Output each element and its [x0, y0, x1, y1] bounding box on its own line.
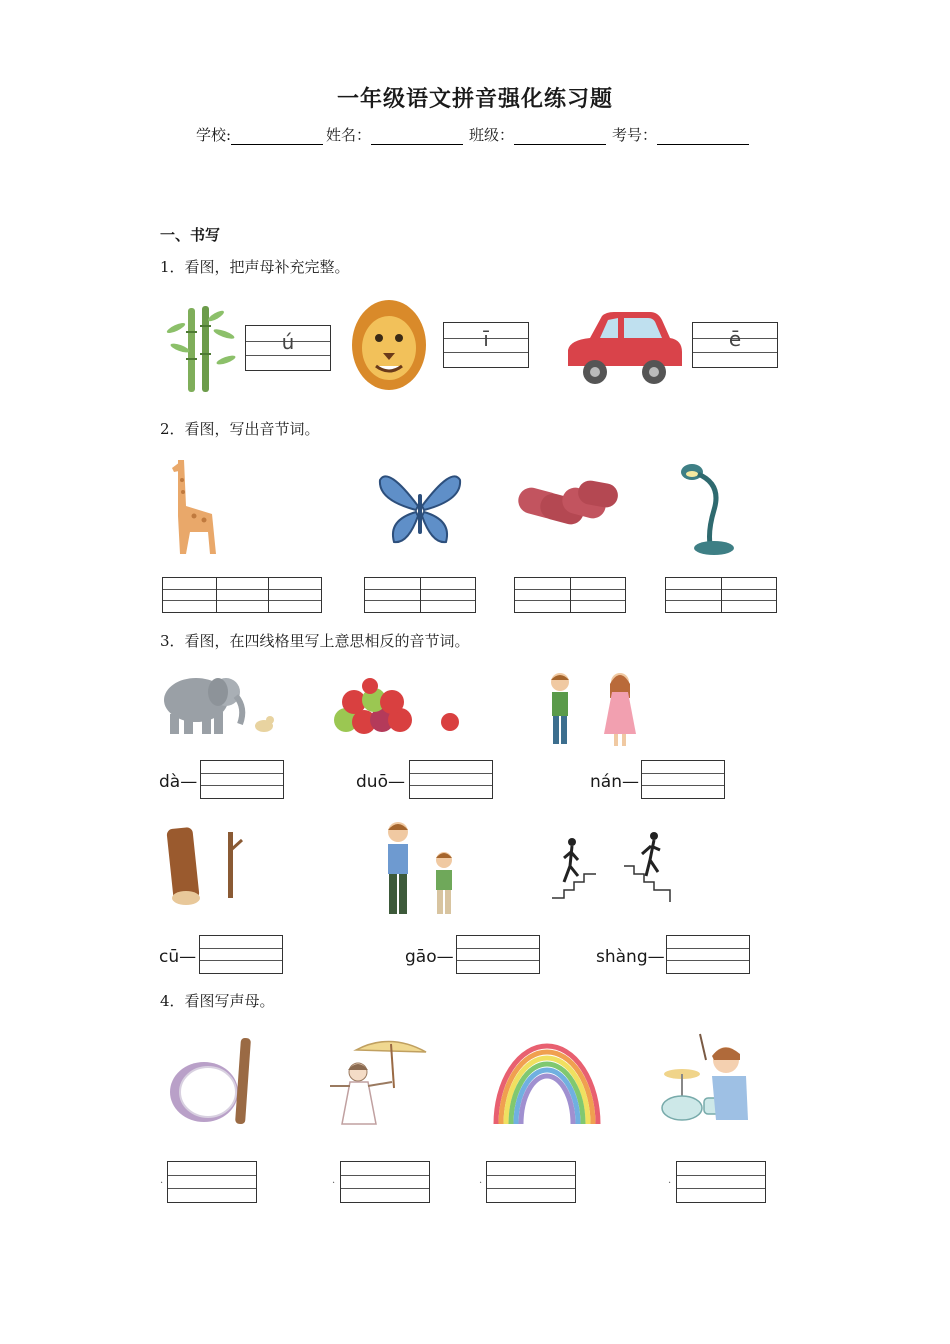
- q1-grid-2[interactable]: [443, 322, 529, 368]
- pinyin-da: dà—: [159, 772, 198, 792]
- exam-number-label: 考号：: [612, 126, 658, 144]
- tall-and-short-people-image: [380, 820, 460, 916]
- pinyin-shang: shàng—: [596, 947, 665, 967]
- q3-grid-duo[interactable]: [409, 760, 493, 799]
- name-label: 姓名：: [326, 126, 372, 144]
- car-image: [562, 310, 686, 390]
- page-title: 一年级语文拼音强化练习题: [336, 87, 613, 112]
- question-4-prompt: 4．看图写声母。: [160, 992, 275, 1010]
- exam-number-blank[interactable]: [657, 126, 749, 145]
- q4-marker-4: ·: [668, 1178, 672, 1189]
- school-label: 学校:: [196, 126, 232, 144]
- class-label: 班级：: [469, 126, 515, 144]
- q4-grid-1[interactable]: [167, 1161, 257, 1203]
- class-field: [469, 124, 606, 145]
- q1-grid-1[interactable]: [245, 325, 331, 371]
- boy-and-girl-image: [544, 670, 648, 750]
- school-field: [196, 124, 323, 145]
- q3-grid-shang[interactable]: [666, 935, 750, 974]
- q3-grid-gao[interactable]: [456, 935, 540, 974]
- name-blank[interactable]: [371, 126, 463, 145]
- elephant-and-bird-image: [160, 668, 280, 738]
- lion-image: [350, 298, 428, 392]
- thick-and-thin-wood-image: [162, 826, 252, 906]
- rainbow-image: [490, 1040, 604, 1126]
- school-blank[interactable]: [231, 126, 323, 145]
- q3-grid-da[interactable]: [200, 760, 284, 799]
- pinyin-nan: nán—: [590, 772, 639, 792]
- q4-marker-1: ·: [160, 1178, 164, 1189]
- boy-playing-drums-image: [660, 1030, 752, 1126]
- class-blank[interactable]: [514, 126, 606, 145]
- q4-marker-2: ·: [332, 1178, 336, 1189]
- bamboo-image: [166, 304, 238, 394]
- question-3-prompt: 3．看图，在四线格里写上意思相反的音节词。: [160, 632, 470, 650]
- q2-grid-1[interactable]: [162, 577, 322, 613]
- name-field: [326, 124, 463, 145]
- vowel-u: ú: [281, 330, 295, 354]
- girl-with-umbrella-image: [328, 1030, 428, 1126]
- question-1-prompt: 1．看图，把声母补充完整。: [160, 258, 350, 276]
- sausage-image: [516, 476, 620, 542]
- drum-and-stick-image: [168, 1034, 254, 1128]
- section-heading: 一、书写: [160, 226, 221, 244]
- q4-marker-3: ·: [479, 1178, 483, 1189]
- q4-grid-3[interactable]: [486, 1161, 576, 1203]
- q2-grid-2[interactable]: [364, 577, 476, 613]
- pinyin-cu: cū—: [159, 947, 197, 967]
- vowel-i: ī: [483, 327, 489, 351]
- q3-grid-cu[interactable]: [199, 935, 283, 974]
- desk-lamp-image: [680, 460, 740, 556]
- many-apples-image: [330, 680, 464, 736]
- pinyin-gao: gāo—: [405, 947, 454, 967]
- q2-grid-4[interactable]: [665, 577, 777, 613]
- q4-grid-2[interactable]: [340, 1161, 430, 1203]
- up-and-down-stairs-image: [550, 826, 674, 904]
- q3-grid-nan[interactable]: [641, 760, 725, 799]
- q1-grid-3[interactable]: [692, 322, 778, 368]
- q2-grid-3[interactable]: [514, 577, 626, 613]
- giraffe-image: [166, 456, 226, 556]
- pinyin-duo: duō—: [356, 772, 405, 792]
- question-2-prompt: 2．看图，写出音节词。: [160, 420, 320, 438]
- butterfly-image: [378, 470, 462, 548]
- vowel-e: ē: [728, 327, 742, 351]
- q4-grid-4[interactable]: [676, 1161, 766, 1203]
- exam-number-field: [612, 124, 749, 145]
